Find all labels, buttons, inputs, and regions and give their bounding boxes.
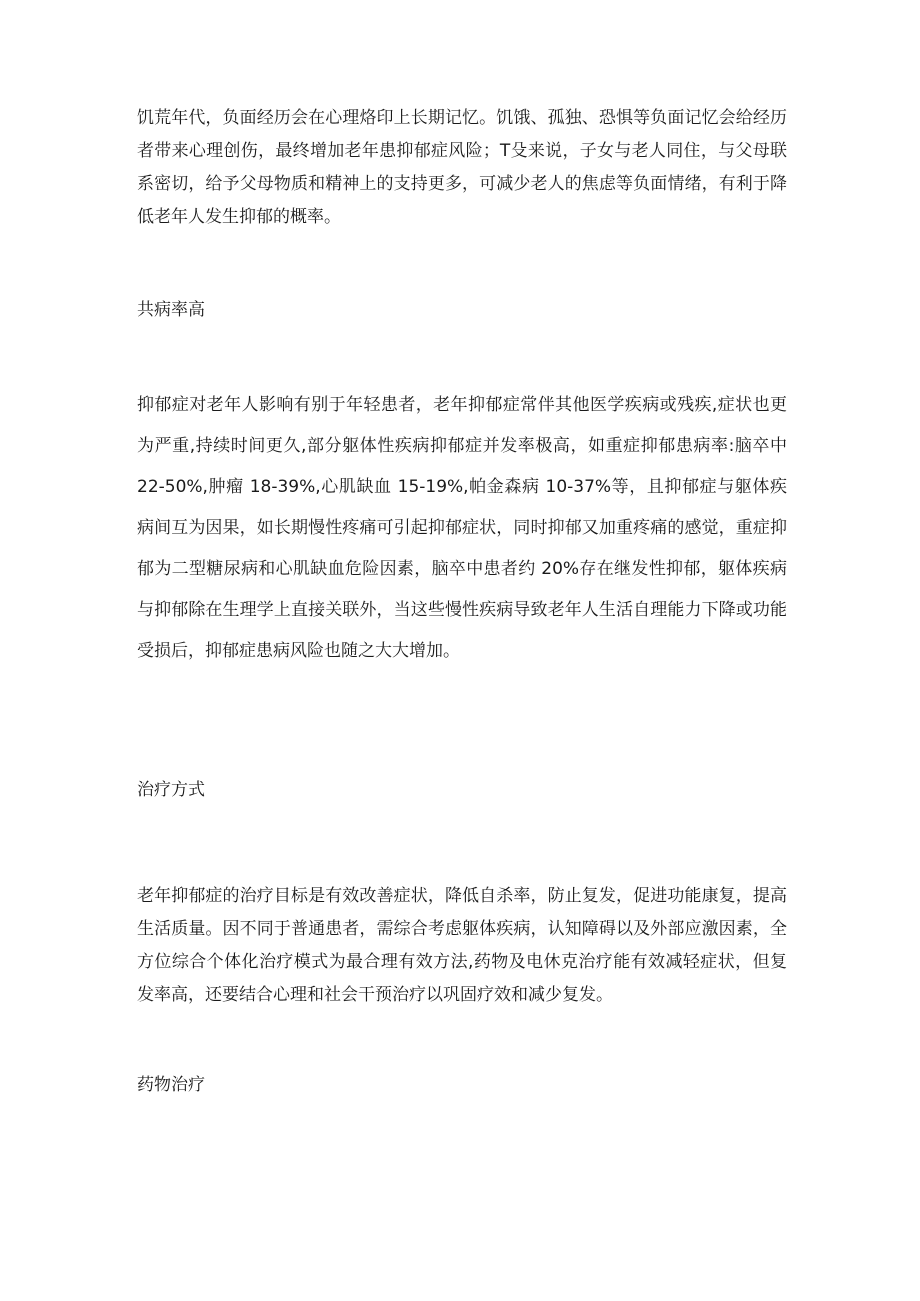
heading-comorbidity: 共病率高 [137, 300, 205, 320]
paragraph-famine-experience: 饥荒年代，负面经历会在心理烙印上长期记忆。饥饿、孤独、恐惧等负面记忆会给经历者带来心理创伤，最终增加老年患抑郁症风险；T殳来说，子女与老人同住，与父母联系密切，给予父母物质和精神上的支持更多，可减少老人的焦虑等负面情绪，有利于降低老年人发生抑郁的概率。 [137, 108, 787, 227]
heading-treatment: 治疗方式 [137, 780, 205, 800]
paragraph-comorbidity: 抑郁症对老年人影响有别于年轻患者，老年抑郁症常伴其他医学疾病或残疾,症状也更为严重,持续时间更久,部分躯体性疾病抑郁症并发率极高，如重症抑郁患病率:脑卒中 22-50%,肿瘤 18-39%,心肌缺血 15-19%,帕金森病 10-37%等，且抑郁症与躯体疾病间互为因果，如长期慢性疼痛可引起抑郁症状，同时抑郁又加重疼痛的感觉，重症抑郁为二型糖尿病和心肌缺血危险因素，脑卒中患者约 20%存在继发性抑郁，躯体疾病与抑郁除在生理学上直接关联外，当这些慢性疾病导致老年人生活自理能力下降或功能受损后，抑郁症患病风险也随之大大增加。 [137, 395, 787, 661]
paragraph-treatment: 老年抑郁症的治疗目标是有效改善症状，降低自杀率，防止复发，促进功能康复，提高生活质量。因不同于普通患者，需综合考虑躯体疾病，认知障碍以及外部应激因素，全方位综合个体化治疗模式为最合理有效方法,药物及电休克治疗能有效减轻症状，但复发率高，还要结合心理和社会干预治疗以巩固疗效和减少复发。 [137, 886, 787, 1005]
heading-medication: 药物治疗 [137, 1075, 205, 1095]
